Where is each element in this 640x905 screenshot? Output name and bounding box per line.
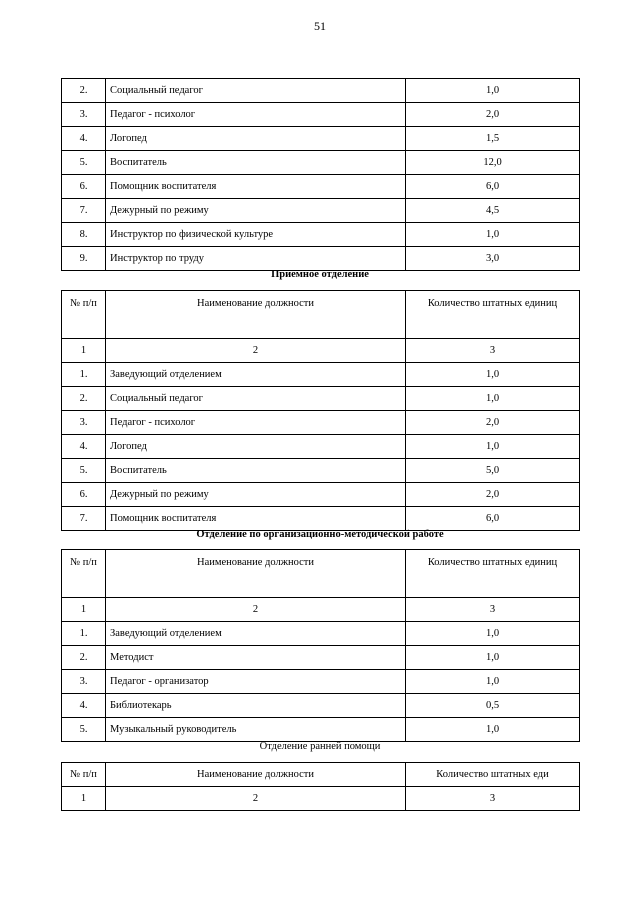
- header-qty: Количество штатных единиц: [406, 550, 580, 598]
- section-title-reception: Приемное отделение: [271, 269, 369, 280]
- row-qty: 1,5: [406, 127, 580, 151]
- table-row: [62, 483, 580, 507]
- row-name: Инструктор по физической культуре: [106, 223, 406, 247]
- row-name: Методист: [106, 646, 406, 670]
- table-row: [62, 79, 580, 103]
- row-num: 1.: [62, 363, 106, 387]
- header-num: № п/п: [62, 550, 106, 598]
- row-name: Педагог - психолог: [106, 411, 406, 435]
- header-num: № п/п: [62, 763, 106, 787]
- table-row: [62, 459, 580, 483]
- row-qty: 1,0: [406, 79, 580, 103]
- row-num: 6.: [62, 483, 106, 507]
- table-row: [62, 435, 580, 459]
- row-name: Педагог - психолог: [106, 103, 406, 127]
- table-row: [62, 646, 580, 670]
- index-name: 2: [106, 339, 406, 363]
- page-number: 51: [314, 19, 326, 33]
- table-row: [62, 694, 580, 718]
- row-name: Дежурный по режиму: [106, 483, 406, 507]
- index-qty: 3: [406, 339, 580, 363]
- row-num: 3.: [62, 670, 106, 694]
- row-name: Помощник воспитателя: [106, 507, 406, 531]
- row-name: Воспитатель: [106, 459, 406, 483]
- table-row: [62, 247, 580, 271]
- table-row: [62, 411, 580, 435]
- index-num: 1: [62, 787, 106, 811]
- row-name: Заведующий отделением: [106, 363, 406, 387]
- header-name: Наименование должности: [106, 763, 406, 787]
- header-name: Наименование должности: [106, 291, 406, 339]
- row-num: 3.: [62, 103, 106, 127]
- staff-table-reception: [61, 290, 580, 531]
- row-name: Логопед: [106, 127, 406, 151]
- index-name: 2: [106, 598, 406, 622]
- row-qty: 1,0: [406, 223, 580, 247]
- row-name: Воспитатель: [106, 151, 406, 175]
- staff-table-continued: [61, 78, 580, 271]
- section-title-methodical: Отделение по организационно-методической работе: [196, 529, 444, 540]
- row-num: 6.: [62, 175, 106, 199]
- row-qty: 4,5: [406, 199, 580, 223]
- row-num: 2.: [62, 387, 106, 411]
- index-qty: 3: [406, 787, 580, 811]
- index-num: 1: [62, 339, 106, 363]
- index-num: 1: [62, 598, 106, 622]
- index-row: [62, 598, 580, 622]
- row-num: 7.: [62, 507, 106, 531]
- row-qty: 3,0: [406, 247, 580, 271]
- row-num: 2.: [62, 79, 106, 103]
- row-qty: 6,0: [406, 507, 580, 531]
- index-qty: 3: [406, 598, 580, 622]
- table-header-row: [62, 291, 580, 339]
- header-num: № п/п: [62, 291, 106, 339]
- table-row: [62, 223, 580, 247]
- staff-table-methodical: [61, 549, 580, 742]
- table-row: [62, 507, 580, 531]
- row-name: Педагог - организатор: [106, 670, 406, 694]
- row-num: 9.: [62, 247, 106, 271]
- row-num: 7.: [62, 199, 106, 223]
- index-name: 2: [106, 787, 406, 811]
- table-row: [62, 103, 580, 127]
- row-qty: 2,0: [406, 103, 580, 127]
- row-name: Социальный педагог: [106, 79, 406, 103]
- table-row: [62, 718, 580, 742]
- row-qty: 12,0: [406, 151, 580, 175]
- row-name: Логопед: [106, 435, 406, 459]
- row-qty: 6,0: [406, 175, 580, 199]
- row-num: 4.: [62, 435, 106, 459]
- row-qty: 0,5: [406, 694, 580, 718]
- row-qty: 1,0: [406, 718, 580, 742]
- table-row: [62, 175, 580, 199]
- row-qty: 1,0: [406, 646, 580, 670]
- row-num: 4.: [62, 694, 106, 718]
- table-row: [62, 387, 580, 411]
- row-num: 2.: [62, 646, 106, 670]
- table-row: [62, 151, 580, 175]
- table-row: [62, 363, 580, 387]
- table-header-row: [62, 550, 580, 598]
- table-row: [62, 670, 580, 694]
- row-qty: 1,0: [406, 435, 580, 459]
- table-header-row: [62, 763, 580, 787]
- table-row: [62, 127, 580, 151]
- row-num: 3.: [62, 411, 106, 435]
- header-qty: Количество штатных единиц: [406, 291, 580, 339]
- row-name: Инструктор по труду: [106, 247, 406, 271]
- row-num: 1.: [62, 622, 106, 646]
- row-name: Заведующий отделением: [106, 622, 406, 646]
- row-qty: 1,0: [406, 387, 580, 411]
- row-qty: 1,0: [406, 670, 580, 694]
- index-row: [62, 787, 580, 811]
- row-name: Помощник воспитателя: [106, 175, 406, 199]
- row-qty: 2,0: [406, 411, 580, 435]
- row-name: Библиотекарь: [106, 694, 406, 718]
- header-name: Наименование должности: [106, 550, 406, 598]
- row-name: Дежурный по режиму: [106, 199, 406, 223]
- row-num: 5.: [62, 459, 106, 483]
- row-qty: 2,0: [406, 483, 580, 507]
- row-qty: 5,0: [406, 459, 580, 483]
- staff-table-early-help: [61, 762, 580, 811]
- table-row: [62, 199, 580, 223]
- row-name: Социальный педагог: [106, 387, 406, 411]
- section-title-early-help: Отделение ранней помощи: [259, 741, 381, 752]
- row-qty: 1,0: [406, 363, 580, 387]
- row-num: 5.: [62, 151, 106, 175]
- row-num: 5.: [62, 718, 106, 742]
- header-qty: Количество штатных еди: [406, 763, 580, 787]
- row-num: 4.: [62, 127, 106, 151]
- row-name: Музыкальный руководитель: [106, 718, 406, 742]
- row-qty: 1,0: [406, 622, 580, 646]
- table-row: [62, 622, 580, 646]
- index-row: [62, 339, 580, 363]
- row-num: 8.: [62, 223, 106, 247]
